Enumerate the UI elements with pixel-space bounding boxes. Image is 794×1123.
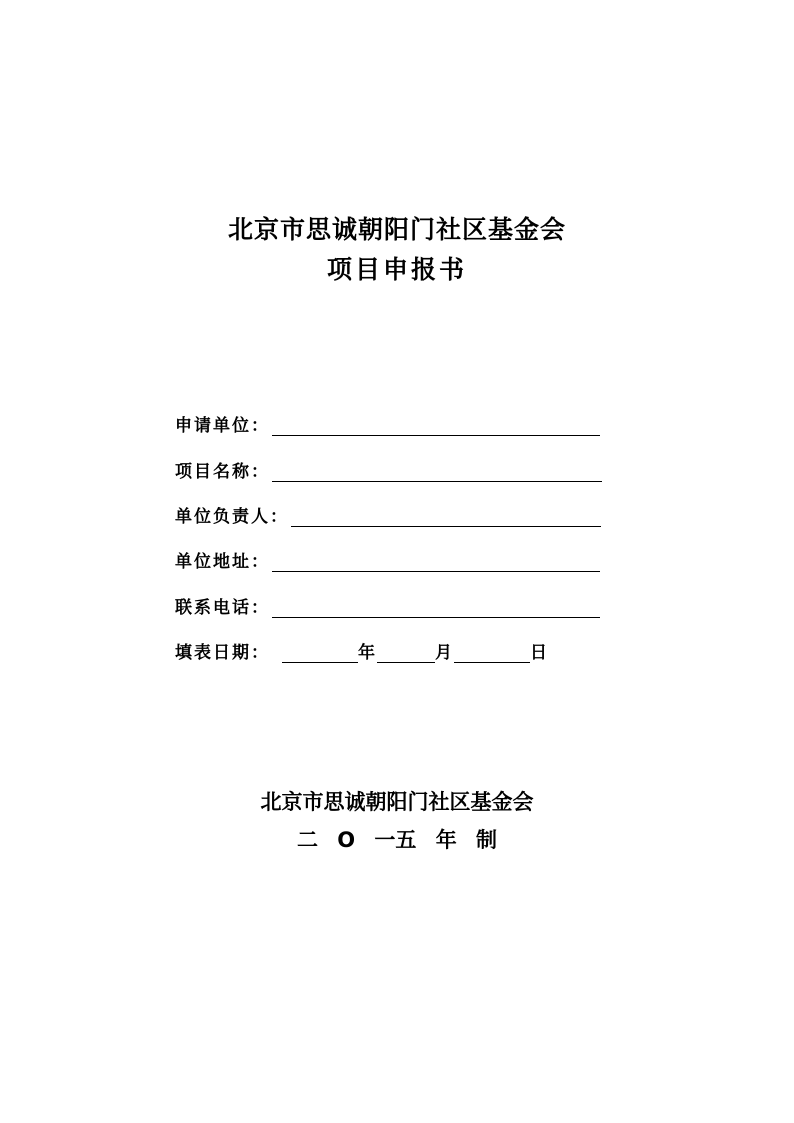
date-month-unit: 月 (435, 643, 454, 663)
applicant-blank-line (272, 413, 600, 436)
date-year-blank (282, 640, 358, 663)
cover-title-line1: 北京市思诚朝阳门社区基金会 (227, 215, 566, 244)
project-name-label: 项目名称： (175, 462, 270, 482)
address-blank-line (272, 549, 600, 572)
applicant-label: 申请单位： (175, 416, 270, 436)
phone-label: 联系电话： (175, 598, 270, 618)
footer-year-char: O (337, 828, 356, 852)
cover-title-line2: 项目申报书 (326, 255, 467, 284)
address-label: 单位地址： (175, 552, 270, 572)
date-year-unit: 年 (358, 643, 377, 663)
form-row-date (175, 637, 549, 663)
date-day-blank (454, 640, 530, 663)
footer-year-made (0, 824, 794, 854)
form-row-phone (175, 592, 600, 618)
footer-year-char: 年 (435, 828, 457, 852)
footer-year-char: 二 (296, 828, 318, 852)
date-label: 填表日期： (175, 643, 270, 663)
date-month-blank (377, 640, 435, 663)
form-row-applicant (175, 410, 600, 436)
footer-year-char: 制 (476, 828, 498, 852)
footer-year-char: 一五 (374, 828, 417, 852)
form-row-project-name (175, 456, 602, 482)
form-row-responsible (175, 501, 601, 527)
form-row-address (175, 546, 600, 572)
date-day-unit: 日 (530, 643, 549, 663)
responsible-blank-line (291, 504, 601, 527)
phone-blank-line (272, 595, 600, 618)
responsible-label: 单位负责人： (175, 507, 289, 527)
footer-org-name: 北京市思诚朝阳门社区基金会 (260, 790, 534, 814)
project-name-blank-line (272, 459, 602, 482)
